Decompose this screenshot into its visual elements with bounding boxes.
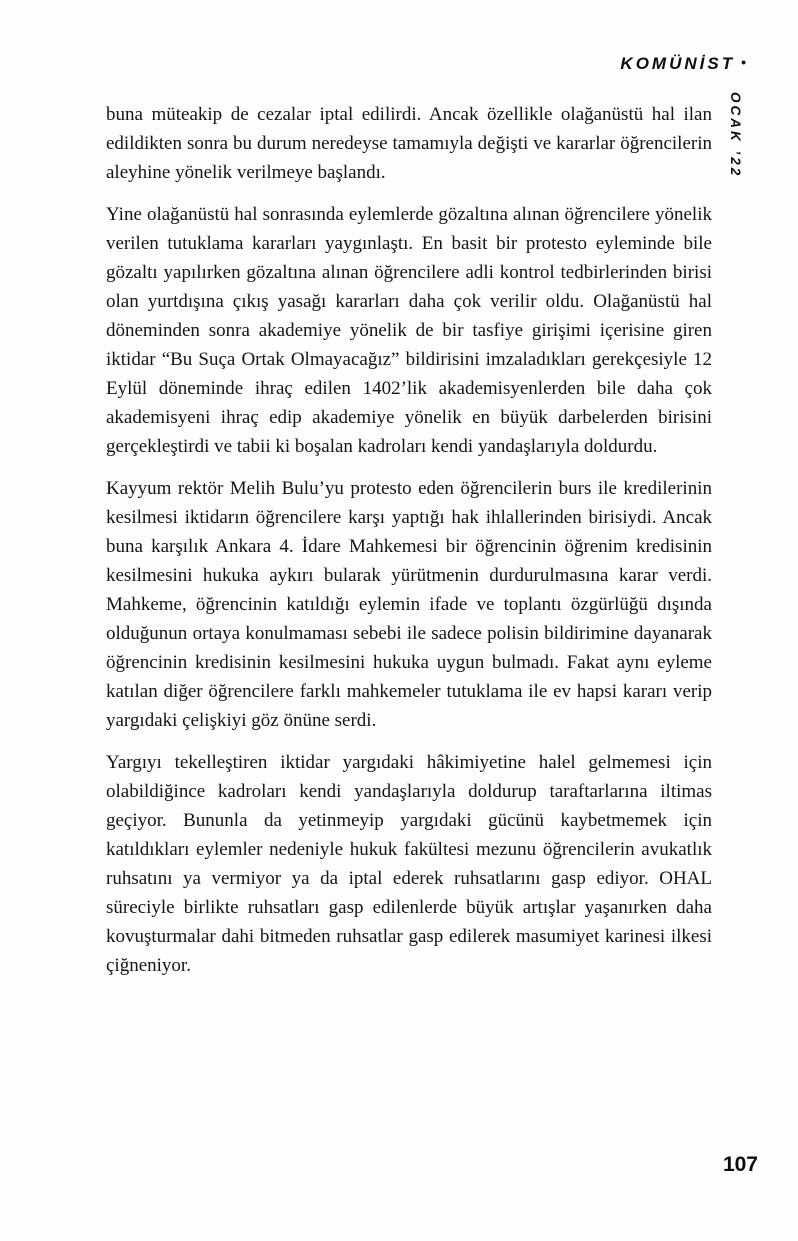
page-header: [620, 54, 746, 74]
article-body: [106, 100, 712, 993]
paragraph-2: Yine olağanüstü hal sonrasında eylemlerde gözaltına alınan öğrencilere yönelik verilen tutuklama kararları yaygınlaştı. En basit bir protesto eyleminde bile gözaltı yapılırken gözaltına alınan öğrencilere adli kontrol tedbirlerinden birisi olan yurtdışına çıkış yasağı kararları daha çok verilir oldu. Olağanüstü hal döneminden sonra akademiye yönelik de bir tasfiye girişimi içerisine giren iktidar “Bu Suça Ortak Olmayacağız” bildirisini imzaladıkları gerekçesiyle 12 Eylül döneminde ihraç edilen 1402’lik akademisyenlerden bile daha çok akademisyeni ihraç edip akademiye yönelik en büyük darbelerden birisini gerçekleştirdi ve tabii ki boşalan kadroları kendi yandaşlarıyla doldurdu.: [106, 204, 712, 457]
issue-date-vertical: OCAK ’22: [728, 92, 743, 179]
page-number: 107: [722, 1153, 758, 1176]
paragraph-1: buna müteakip de cezalar iptal edilirdi. Ancak özellikle olağanüstü hal ilan edildikten sonra bu durum neredeyse tamamıyla değişti ve kararlar öğrencilerin aleyhine yönelik verilmeye başlandı.: [106, 104, 712, 183]
paragraph-3: Kayyum rektör Melih Bulu’yu protesto eden öğrencilerin burs ile kredilerinin kesilmesi iktidarın öğrencilere karşı yaptığı hak ihlallerinden birisiydi. Ancak buna karşılık Ankara 4. İdare Mahkemesi bir öğrencinin öğrenim kredisinin kesilmesini hukuka aykırı bularak yürütmenin durdurulmasına karar verdi. Mahkeme, öğrencinin katıldığı eylemin ifade ve toplantı özgürlüğü dışında olduğunun ortaya konulmaması sebebi ile sadece polisin bildirimine dayanarak öğrencinin kredisinin kesilmesini hukuka uygun bulmadı. Fakat aynı eyleme katılan diğer öğrencilere farklı mahkemeler tutuklama ile ev hapsi kararı verip yargıdaki çelişkiyi göz önüne serdi.: [106, 478, 712, 731]
magazine-title: KOMÜNİST: [620, 54, 736, 73]
paragraph-4: Yargıyı tekelleştiren iktidar yargıdaki hâkimiyetine halel gelmemesi için olabildiğince kadroları kendi yandaşlarıyla doldurup taraftarlarına iltimas geçiyor. Bununla da yetinmeyip yargıdaki gücünü kaybetmemek için katıldıkları eylemler nedeniyle hukuk fakültesi mezunu öğrencilerin avukatlık ruhsatını ya vermiyor ya da iptal ederek ruhsatlarını gasp ediyor. OHAL süreciyle birlikte ruhsatları gasp edilenlerde büyük artışlar yaşanırken daha kovuşturmalar dahi bitmeden ruhsatlar gasp edilerek masumiyet karinesi ilkesi çiğneniyor.: [106, 752, 712, 976]
header-bullet: •: [741, 54, 746, 70]
